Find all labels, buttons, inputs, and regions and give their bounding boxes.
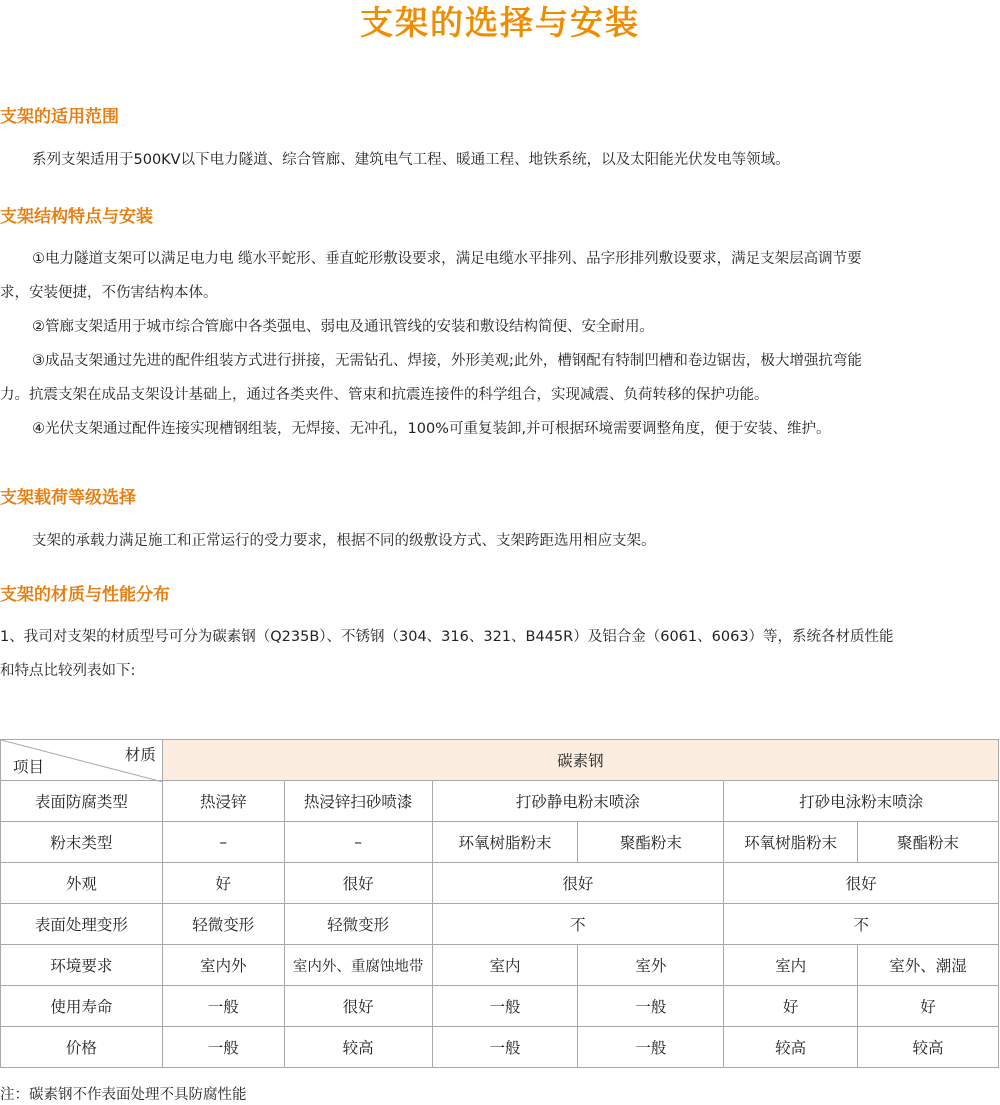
section-heading-structure: 支架结构特点与安装	[0, 207, 153, 227]
material-comparison-table	[0, 739, 999, 1068]
paragraph: 支架的承载力满足施工和正常运行的受力要求，根据不同的级敷设方式、支架跨距选用相应支架。	[32, 533, 656, 549]
table-cell: 很好	[724, 863, 999, 904]
table-cell: 轻微变形	[162, 904, 284, 945]
row-label: 使用寿命	[1, 986, 163, 1027]
paragraph: 和特点比较列表如下:	[0, 663, 136, 679]
corner-material-label: 材质	[124, 746, 156, 764]
section-body-material	[0, 620, 1000, 688]
section-body-load	[0, 524, 1000, 558]
table-cell: 好	[162, 863, 284, 904]
table-cell: 一般	[432, 986, 578, 1027]
table-cell: 轻微变形	[284, 904, 432, 945]
paragraph: ③成品支架通过先进的配件组装方式进行拼接，无需钻孔、焊接，外形美观;此外，槽钢配有特制凹槽和卷边锯齿，极大增强抗弯能	[32, 353, 862, 369]
row-label: 粉末类型	[1, 822, 163, 863]
section-body-structure	[0, 242, 1000, 446]
table-cell: 较高	[858, 1027, 999, 1068]
table-row	[1, 945, 999, 986]
table-cell: –	[162, 822, 284, 863]
table-cell: 不	[432, 904, 724, 945]
table-cell: 一般	[162, 986, 284, 1027]
paragraph: ①电力隧道支架可以满足电力电 缆水平蛇形、垂直蛇形敷设要求，满足电缆水平排列、品字形排列敷设要求，满足支架层高调节要	[32, 251, 862, 267]
paragraph: 力。抗震支架在成品支架设计基础上，通过各类夹件、管束和抗震连接件的科学组合，实现减震、负荷转移的保护功能。	[0, 387, 769, 403]
section-heading-load: 支架载荷等级选择	[0, 488, 136, 508]
table-row	[1, 1027, 999, 1068]
corner-item-label: 项目	[13, 758, 45, 776]
table-cell: 一般	[578, 986, 724, 1027]
table-footnote: 注：碳素钢不作表面处理不具防腐性能	[0, 1087, 247, 1103]
table-cell: 聚酯粉末	[578, 822, 724, 863]
table-cell: 环氧树脂粉末	[724, 822, 858, 863]
table-cell: 热浸锌	[162, 781, 284, 822]
table-row	[1, 740, 999, 781]
table-cell: 很好	[432, 863, 724, 904]
table-cell: 好	[858, 986, 999, 1027]
section-heading-material: 支架的材质与性能分布	[0, 585, 170, 605]
table-row	[1, 822, 999, 863]
table-cell: 室内	[724, 945, 858, 986]
table-cell: 较高	[284, 1027, 432, 1068]
table-cell: 不	[724, 904, 999, 945]
paragraph: 求，安装便捷，不伤害结构本体。	[0, 285, 218, 301]
row-label: 表面防腐类型	[1, 781, 163, 822]
table-cell: 室外	[578, 945, 724, 986]
table-cell: 很好	[284, 863, 432, 904]
table-header-material: 碳素钢	[162, 740, 998, 781]
table-cell: 较高	[724, 1027, 858, 1068]
page-title: 支架的选择与安装	[360, 3, 640, 42]
row-label: 外观	[1, 863, 163, 904]
table-cell: 环氧树脂粉末	[432, 822, 578, 863]
section-body-scope	[0, 143, 1000, 177]
table-cell: 好	[724, 986, 858, 1027]
table-cell: 打砂电泳粉末喷涂	[724, 781, 999, 822]
table-cell: 一般	[578, 1027, 724, 1068]
table-row	[1, 986, 999, 1027]
table-cell: 室外、潮湿	[858, 945, 999, 986]
paragraph: ②管廊支架适用于城市综合管廊中各类强电、弱电及通讯管线的安装和敷设结构简便、安全耐用。	[32, 319, 654, 335]
table-cell: 一般	[432, 1027, 578, 1068]
row-label: 价格	[1, 1027, 163, 1068]
table-cell: 室内	[432, 945, 578, 986]
table-cell: 聚酯粉末	[858, 822, 999, 863]
table-row	[1, 904, 999, 945]
table-cell: 一般	[162, 1027, 284, 1068]
table-cell: 热浸锌扫砂喷漆	[284, 781, 432, 822]
table-cell: –	[284, 822, 432, 863]
table-cell: 打砂静电粉末喷涂	[432, 781, 724, 822]
row-label: 环境要求	[1, 945, 163, 986]
table-cell: 室内外	[162, 945, 284, 986]
table-row	[1, 781, 999, 822]
paragraph: ④光伏支架通过配件连接实现槽钢组装，无焊接、无冲孔，100%可重复装卸,并可根据环境需要调整角度，便于安装、维护。	[32, 421, 831, 437]
row-label: 表面处理变形	[1, 904, 163, 945]
table-cell: 很好	[284, 986, 432, 1027]
table-row	[1, 863, 999, 904]
paragraph: 1、我司对支架的材质型号可分为碳素钢（Q235B）、不锈钢（304、316、321、B445R）及铝合金（6061、6063）等，系统各材质性能	[0, 629, 894, 645]
paragraph: 系列支架适用于500KV以下电力隧道、综合管廊、建筑电气工程、暖通工程、地铁系统，以及太阳能光伏发电等领域。	[32, 152, 790, 168]
table-cell: 室内外、重腐蚀地带	[284, 945, 432, 986]
table-corner-cell	[1, 740, 163, 781]
section-heading-scope: 支架的适用范围	[0, 107, 119, 127]
